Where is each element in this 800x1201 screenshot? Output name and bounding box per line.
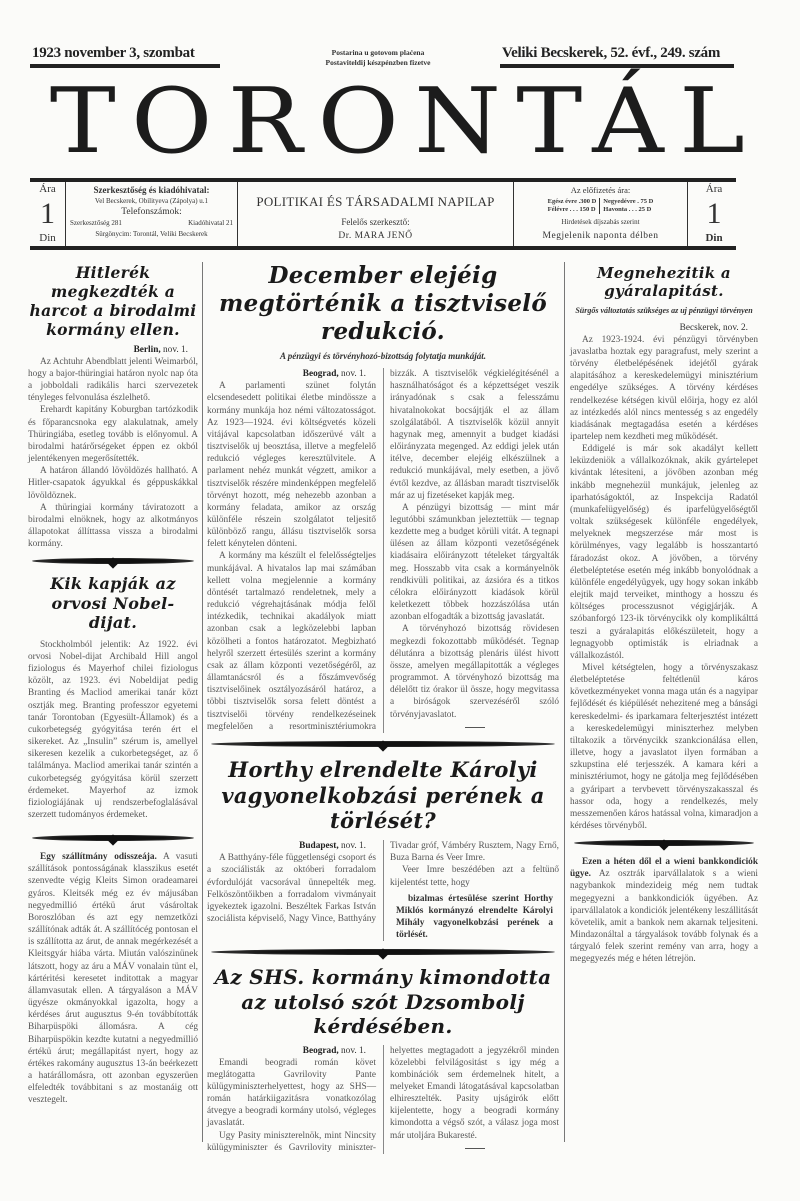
- editor-name: Dr. MARA JENŐ: [338, 231, 413, 241]
- ornamental-divider: [211, 949, 555, 955]
- dateline-date: nov. 1.: [341, 841, 366, 852]
- subheadline: Sürgős változtatás szükséges az uj pénzügyi törvényen: [575, 305, 753, 315]
- dateline-place: Becskerek,: [679, 322, 721, 333]
- subscription-info: [514, 182, 688, 246]
- price-label: Ára: [705, 183, 723, 195]
- headline: Hitlerék megkezdték a harcot a birodalmi kormány ellen.: [29, 263, 197, 339]
- paragraph: A pénzügyi bizottság — mint már legutóbbi számunkban jeleztettük — tegnap kezdette meg a budget körüli vitát. A tegnapi ülésen az állam központi vezetőségének kiadásaira előirányzott tételeket tárgyalták meg. Hosszabb vita csak a kormányelnök rendkivüli politikai, az ázsióra és a titkos célokra előirányzott kiadások körül keletkezett többek hozzászólása után azonban elfogadták a bizottság javaslatát.: [390, 502, 559, 623]
- dateline-place: Budapest,: [299, 841, 339, 852]
- left-column: [28, 264, 198, 1106]
- middle-column: [207, 262, 559, 1154]
- dateline: [207, 840, 366, 852]
- newspaper-title: TORONTÁL: [49, 69, 761, 174]
- paper-type: POLITIKAI ÉS TÁRSADALMI NAPILAP: [256, 194, 495, 209]
- paragraph: A Batthyány-féle függetlenségi csoport és a szociálisták az októberi forradalom évfordulóját vacsorával ünnepelték meg. Felköszöntőikben a forradalom vivmányait igyekeztek igazolni. Beszéltek Farkas István szociálista képviselő, Nagy Vince, Batthyány Tivadar gróf, Vámbéry Rusztem, Nagy Ernő, Buza Barna és Veer Imre.: [207, 841, 559, 925]
- right-column: [570, 264, 758, 966]
- divider: [465, 1148, 485, 1149]
- price-right: [694, 182, 734, 246]
- paragraph: Erehardt kapitány Koburgban tartózkodik és főparancsnoka egy alakulatnak, amely Thüringiába, esetleg tovább is előnyomul. A birodalmi határőrségeket éppen ez okból jelentékenyen megerősítették.: [28, 405, 198, 465]
- paragraph: Az 1923-1924. évi pénzügyi törvényben javaslatba hoztak egy paragrafust, mely szerint a törvény életbelépésének idejétől gyárak alapitásához a kereskedelemügyi minisztérium engedélye szükséges. A törvény kérdéses rendelkezése kétségen kivül előirja, hogy ez alól az intézkedés alól nincs mentesség s az engedély kiadásának megtagadása esetén a kérdéses ipartelep nem kezdheti meg működését.: [570, 334, 758, 442]
- dateline-date: nov. 1.: [341, 1045, 366, 1056]
- subscription-label: Az előfizetés ára:: [570, 185, 631, 195]
- paragraph: A törvényhozó bizottság rövidesen megkezdi fokozottabb működését. Tegnap délutánra a bizottság plenáris ülést hivott össze, amelyen megállapitották a végleges programmot. A törvényhozó bizottság ma délelőtt tiz órakor ül össze, hogy megvitassa a biróságok szervezéséről szóló törvényjavaslatot.: [390, 624, 559, 720]
- sub-year: Egész évre .300 D: [547, 198, 597, 205]
- divider: [465, 727, 485, 728]
- dateline-date: nov. 1.: [341, 369, 366, 380]
- issue-date: 1923 november 3, szombat: [32, 45, 195, 61]
- editorial-label: Szerkesztőség és kiadóhivatal:: [93, 185, 210, 195]
- article-reduction: [207, 262, 559, 733]
- price-value: 1: [706, 197, 722, 230]
- article-bank: [570, 856, 758, 965]
- postage-line-1: Postarina u gotovom plaćena: [331, 48, 425, 57]
- paper-info: [238, 182, 514, 246]
- sub-quarter: Negyedévre . 75 D: [603, 198, 654, 205]
- lead: Egy szállítmány odisszeája.: [40, 852, 157, 863]
- paragraph: A vasuti szállítások pontosságának klasszikus esetét szenvedte végig Kleits Simon oradeamarei gyáros. Kleitsék még ez év májusában negyedmillió értékü árut vásároltak Boroszlóban és azt egy nemzetközi szállítónak adták át. A szállítócég pontosan el is szállította az árut, de annak megérkezését a Kleitsgyár hiába várta. Miután valószinünek látszott, hogy az áru a MÁV vonalain tünt el, kártéritési keresetet inditottak a magyar államvasutak ellen. A tárgyaláson a MÁV ügyésze okmányokkal igazolta, hogy a kérdéses árut augusztus 9-én továbbították Biharpüspöki állomásra. A cég Biharpüspökin kezdte kutatni a negyedmillió értékü árut; megállapitást nyert, hogy az értékes rakomány augusztus 13-án beérkezett a határállomásra, ott azonban egyszerüen elfeledték továbbitani s az mostanáig ott vesztegelt.: [28, 852, 198, 1106]
- dateline: [207, 1045, 366, 1057]
- price-unit: Din: [705, 232, 723, 244]
- ornamental-divider: [211, 741, 555, 747]
- dateline-date: nov. 2.: [723, 322, 748, 333]
- article-horthy: [207, 757, 559, 941]
- editorial-info: [66, 182, 238, 246]
- paragraph: Ugy Pasity miniszterelnök, mint Nincsity külügyminiszter és Gavrilovity miniszter-helyettes megtagadott a jegyzékről minden közelebbi felvilágositást s igy még a kombinációk sem érdemelnek hitelt, a melyeket Emandi látogatásával kapcsolatban elhiresztelték. Pasity ujságirók előtt kijelentette, hogy a beogradi kormány kimondotta a végső szót, a válasz joga most már utoljára Bukaresté.: [207, 1045, 559, 1153]
- ornamental-divider: [574, 840, 754, 846]
- price-unit: Din: [39, 232, 56, 244]
- ornamental-divider: [32, 835, 194, 841]
- dateline-place: Berlin,: [133, 344, 161, 355]
- paragraph: Mivel kétségtelen, hogy a törvényszakasz életbeléptetése feltétlenül káros következményeket vonna maga után és a nagyipar fejlődését és kiépülését nehezitené meg a bánsági kereskedelmi- és iparkamara felterjesztést intézett a kereskedelemügyi miniszterhez melyben tiltakozik a törvénycikk szankcionálása ellen, illetve, hogy a javaslatot ilyen formában a szkupstina elé terjesszék. A kamara kéri a minisztériumot, hogy ne gátolja meg fejlődésében a gyáripart a tervbevett törvényszakasszal és hassor oda, hogy a rendelkezés, mely messzemenően káros hatással volna, kimaradjon a kérdéses törvényből.: [570, 662, 758, 831]
- article-nobel: [28, 574, 198, 821]
- price-value: 1: [40, 197, 55, 230]
- paragraph: Emandi beogradi román követ meglátogatta Gavrilovity Pante külügyminiszterhelyettest, hogy az SHS—román határkiigazitásra vonatkozólag átvegye a beogradi kormány utolsó, végleges javaslatát.: [207, 1057, 376, 1129]
- article-hitler: [28, 264, 198, 550]
- paragraph: A thüringiai kormány táviratozott a birodalmi elnöknek, hogy az alkotmányos állapotokat állíttassa vissza a birodalmi kormány.: [28, 502, 198, 550]
- paragraph-highlight: bizalmas értesülése szerint Horthy Miklós kormányzó elrendelte Károlyi Mihály vagyonelkobzási perének a törlését.: [396, 893, 553, 941]
- divider: [30, 64, 220, 68]
- sub-month: Havonta . . . 25 D: [603, 206, 652, 213]
- publication-schedule: Megjelenik naponta délben: [542, 231, 659, 241]
- masthead-info-band: [30, 178, 736, 250]
- ads-note: Hirdetések díjszabás szerint: [561, 218, 640, 226]
- headline: December elejéig megtörténik a tisztviselő redukció.: [219, 262, 547, 346]
- editor-label: Felelős szerkesztő:: [341, 217, 410, 227]
- article-factory: [570, 264, 758, 832]
- paragraph: A határon állandó lövöldözés hallható. A Hitler-csapatok ágyukkal és géppuskákkal lövöldöznek.: [28, 466, 198, 501]
- dateline-place: Beograd,: [302, 369, 339, 380]
- place-and-issue-number: Veliki Becskerek, 52. évf., 249. szám: [502, 45, 721, 61]
- headline: Megnehezitik a gyáralapitást.: [597, 264, 731, 301]
- dateline: [207, 368, 366, 380]
- column-divider: [564, 262, 565, 1142]
- headline: Kik kapják az orvosi Nobel-dijat.: [50, 574, 176, 633]
- lead: Ezen a héten dől el a wieni bankkondiciók ügye.: [570, 857, 758, 880]
- sub-half: Félévre . . . 150 D: [547, 206, 596, 213]
- dateline: [570, 322, 748, 334]
- paragraph: Stockholmból jelentik: Az 1922. évi orvosi Nobel-dijat Archibald Hill angol fiziologus és Mayerhof chilei fiziologus közölt, az 1923. évi Nobeldijat pedig Branting és Macliod amerikai tanár közt osztják meg. Branting professzor egyetemi tanár Torontoban (Egyesült-Államok) és a cukorbetegség gyógyitása terén ért el sikereket. Az „Insulin” szérum is, amellyel sikeresen kezelik a cukorbetegséget, az ő találmánya. Macliod amerikai tanár szintén a cukorbetegség gyógyitása körül szerzett érdemeket. Mayerhof az izmok fiziologiájának uj rendszerbefoglalásával szerzett tudományos érdemeket.: [28, 639, 198, 821]
- headline: Az SHS. kormány kimondotta az utolsó szót Dzsombolj kérdésében.: [214, 965, 552, 1039]
- phones-label: Telefonszámok:: [121, 207, 182, 217]
- paragraph: Az osztrák iparvállalatok s a wieni nagybankok mindezideig még nem tudtak megegyezni a bankkondiciók ügyében. Az iparvállalatok a kondiciók jelentékeny leszállitását követelik, amit a bankok nem akarnak teljesiteni. Mindazonáltal a tárgyalások tovább folynak és a tárgyaló felek szerint remény van arra, hogy a megegyezés még e héten létrejön.: [570, 869, 758, 965]
- subheadline: A pénzügyi és törvényhozó-bizottság folytatja munkáját.: [279, 351, 486, 362]
- dateline: [28, 344, 188, 356]
- price-left: [30, 182, 66, 246]
- telegram-address: Sürgönycim: Torontál, Veliki Becskerek: [95, 230, 208, 238]
- paragraph: Eddigelé is már sok akadályt kellett leküzdeniök a vállalkozóknak, akik gyártelepet kivántak létesiteni, a jövőben azonban még inkább megnehezül munkájuk, jelenleg az iparhatóságoktól, az Inspekcija Radatól (munkafelügyelőség) és iparfelügyelőségtől voltak szükségesek különféle engedélyek, melyeknek megszerzése már most is körülményes, vagy legalább is hosszantartó fáradozást okoz. A jövőben, a törvény életbeléptetése esetén még inkább bonyolódnak a különféle engedélyügyek, ugy hogy sokan inkább elejtik majd terveiket, minthogy a hosszu és költséges processzusnot végigjárják. A szóbanforgó 123-ik törvénycikk oly komplikálttá teszi a gyáralapitás előkészületeit, hogy a legnagyobb optimisták is elriadnak a vállalkozástól.: [570, 444, 758, 661]
- paragraph: Veer Imre beszédében azt a feltünő kijelentést tette, hogy: [390, 865, 559, 888]
- phone-editorial: Szerkesztőség 281: [70, 219, 122, 227]
- editorial-address: Vel Becskerek, Obilityeva (Zápolya) u.1: [94, 197, 209, 205]
- article-shipment: [28, 851, 198, 1106]
- postage-note: [298, 48, 458, 68]
- dateline-date: nov. 1.: [163, 344, 188, 355]
- price-label: Ára: [39, 183, 56, 195]
- column-divider: [202, 262, 203, 1142]
- postage-line-2: Postaviteldij készpénzben fizetve: [325, 58, 431, 67]
- divider: [500, 64, 734, 68]
- dateline-place: Beograd,: [302, 1045, 339, 1056]
- headline: Horthy elrendelte Károlyi vagyonelkobzási perének a törlését?: [221, 757, 545, 834]
- article-shs: [207, 965, 559, 1154]
- paragraph: Az Achtuhr Abendblatt jelenti Weimarból, hogy a bajor-thüringiai határon nyolc nap óta a jobboldali radikális harci szervezetek tényleges felvonulása észlelhető.: [28, 356, 198, 404]
- paragraph: A kormány ma készült el felelősségteljes munkájával. A hivatalos lap mai számában kellett volna megjelennie a kormány döntését tartalmazó rendeletnek, mely a redukció végrehajtásának módja felől intézkedik, technikai akadályok miatt azonban csak a legközelebbi lapban közölheti a fontos határozatot. Megbizható helyről szerzett értesülés szerint a kormány csak az állam központi vezetőségéről, az államtanácsról és a főszámvevőség tisztviselőinek osztályozásáról határoz, a többi tisztviselők sorsa felett döntést a tisztviselői törvény rendelkezéseinek megfelelően a resortminisztériumokra bizzák. A tisztviselők végkielégitésénél a használhatóságot és a képzettséget veszik irányadónak s csak a felesszámu hivatalnokokat bocsájtják el az állam szolgálatából. A tisztviselők közül annyit hagynak meg, amennyit a budget kiadási előirányzata megenged. Az eddigi jelek után itélve, december elejéig elkészülnek a redukció munkájával, mely esetben, a jövő évtől kezdve, az állásban maradt tisztviselők már az uj fizetéseket kapják meg.: [207, 369, 559, 732]
- paragraph: A parlamenti szünet folytán elcsendesedett politikai életbe mindössze a kormány munkája hoz némi változatosságot. Az 1923—1924. évi költségvetés közeli vitájával kapcsolatban időszerüvé vált a tisztviselők uj beosztása, illetve a megfelelő redukció végleges keresztülvitele. A parlament nehéz munkát végzett, amikor a tisztviselők részére mindenképpen megfelelő törvényt hozott, még nehezebb azonban a kormány feladata, amikor az ország különféle részein szolgálatot teljesitő különböző rangu, állásu tisztviselők sorsa felett kénytelen dönteni.: [207, 381, 376, 550]
- ornamental-divider: [32, 558, 194, 564]
- phone-office: Kiadóhivatal 21: [188, 219, 233, 227]
